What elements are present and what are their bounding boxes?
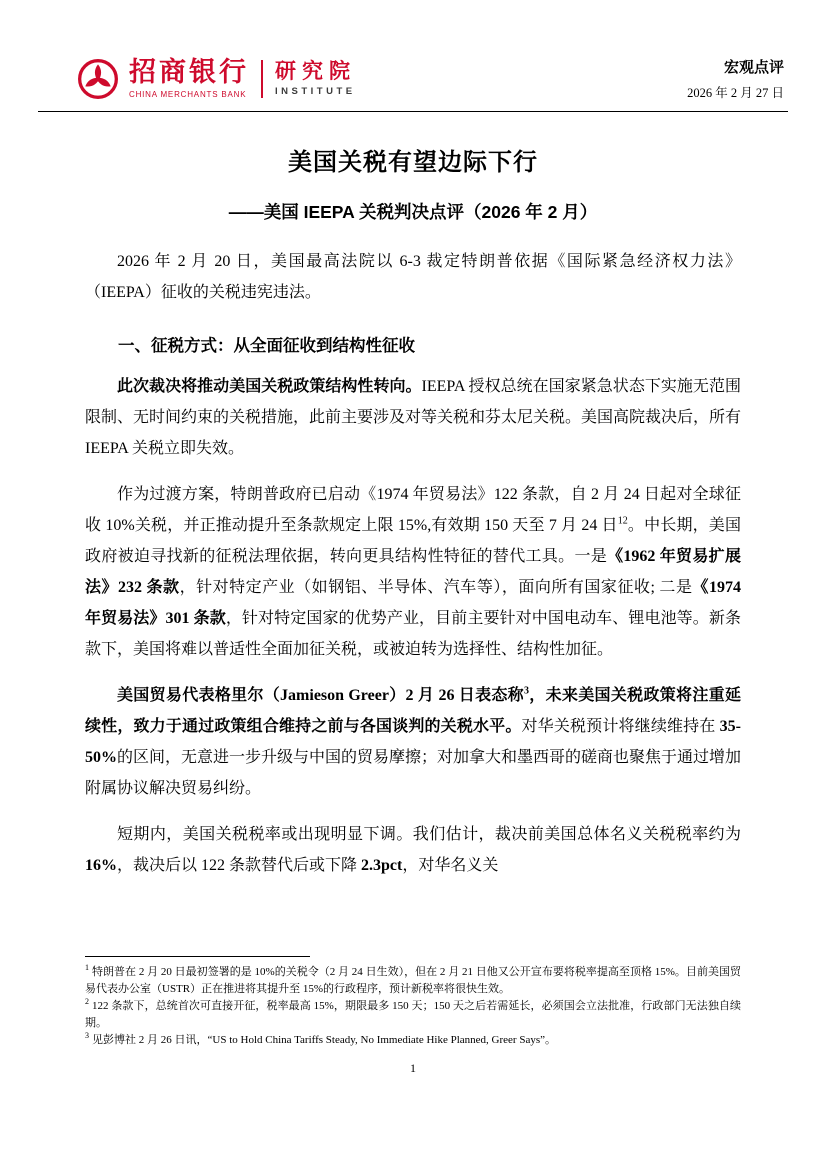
text-run-bold: 此次裁决将推动美国关税政策结构性转向。 — [117, 378, 422, 395]
text-run: 的区间，无意进一步升级与中国的贸易摩擦；对加拿大和墨西哥的磋商也聚焦于通过增加附属协议解决贸易纠纷。 — [85, 749, 742, 797]
paragraph-2 — [85, 371, 741, 464]
text-run-bold: ，未来美国关税政策将注重延续性，致力于通过政策组合维持之前与各国谈判的关税水平。 — [85, 687, 741, 735]
text-run-bold: 16% — [85, 857, 117, 874]
text-run: IEEPA 授权总统在国家紧急状态下实施无范围限制、无时间约束的关税措施，此前主要涉及对等关税和芬太尼关税。美国高院裁决后，所有 IEEPA 关税立即失效。 — [85, 378, 742, 457]
footnote-text: 见彭博社 2 月 26 日讯，“US to Hold China Tariffs Steady, No Immediate Hike Planned, Greer Says”。 — [92, 1034, 557, 1046]
section-heading-1: 一、征税方式：从全面征收到结构性征收 — [118, 337, 415, 355]
footnote-number: 1 — [85, 963, 89, 973]
logo-divider — [261, 60, 263, 98]
text-run: ，针对特定产业（如钢铝、半导体、汽车等），面向所有国家征收; 二是 — [179, 579, 693, 596]
report-title: 美国关税有望边际下行 — [288, 149, 538, 176]
paragraph-5 — [85, 819, 741, 881]
bank-name-cn: 招商银行 — [129, 57, 249, 88]
footnote-text: 特朗普在 2 月 20 日最初签署的是 10%的关税令（2 月 24 日生效），但在 2 月 21 日他又公开宣布要将税率提高至顶格 15%。目前美国贸易代表办公室（USTR）正在推进将其提升至 15%的行政程序，预计新税率将很快生效。 — [85, 966, 741, 995]
report-footer — [85, 956, 741, 1076]
text-run-bold: 35-50% — [85, 718, 741, 766]
footnote-2 — [85, 998, 741, 1032]
institute-name-block — [275, 60, 356, 97]
footnote-text: 122 条款下，总统首次可直接开征，税率最高 15%，期限最多 150 天；150 天之后若需延长，必须国会立法批准，行政部门无法独自续期。 — [85, 1000, 741, 1029]
report-subtitle: ——美国 IEEPA 关税判决点评（2026 年 2 月） — [228, 202, 598, 222]
footnote-ref-1-2: 12 — [617, 515, 628, 527]
bank-name-block — [129, 58, 249, 98]
paragraph-3 — [85, 479, 741, 665]
footnote-ref-3: 3 — [524, 685, 529, 697]
text-run-bold: 美国贸易代表格里尔（Jamieson Greer）2 月 26 日表态称 — [117, 687, 524, 704]
report-type-label: 宏观点评 — [723, 59, 784, 76]
text-run: 2026 年 2 月 20 日，美国最高法院以 6-3 裁定特朗普依据《国际紧急经济权力法》（IEEPA）征收的关税违宪违法。 — [85, 253, 741, 301]
header-divider — [38, 111, 788, 112]
paragraph-4 — [85, 680, 741, 804]
header-meta — [687, 56, 784, 101]
page-number: 1 — [410, 1061, 416, 1075]
institute-name-en: INSTITUTE — [275, 86, 356, 98]
bank-name-en: CHINA MERCHANTS BANK — [129, 89, 247, 99]
report-date: 2026 年 2 月 27 日 — [687, 86, 784, 100]
report-body — [85, 142, 741, 881]
text-run: 。中长期，美国政府被迫寻找新的征税法理依据，转向更具结构性特征的替代工具。一是 — [85, 517, 741, 565]
cmb-logo — [76, 57, 356, 101]
institute-name-cn: 研究院 — [275, 59, 356, 83]
footnote-number: 3 — [85, 1031, 89, 1041]
text-run: ，对华名义关 — [402, 857, 499, 874]
text-run-bold: 《1974 年贸易法》301 条款 — [85, 579, 741, 627]
cmb-emblem-icon — [76, 57, 120, 101]
report-header — [38, 56, 788, 112]
text-run-bold: 《1962 年贸易扩展法》232 条款 — [85, 548, 741, 596]
paragraph-1 — [85, 246, 741, 308]
text-run: ，针对特定国家的优势产业，目前主要针对中国电动车、锂电池等。新条款下，美国将难以普适性全面加征关税，或被迫转为选择性、结构性加征。 — [85, 610, 741, 658]
text-run: ，裁决后以 122 条款替代后或下降 — [117, 857, 362, 874]
text-run: 作为过渡方案，特朗普政府已启动《1974 年贸易法》122 条款，自 2 月 24 日起对全球征收 10%关税，并正推动提升至条款规定上限 15%,有效期 150 天至 7 月 24 日 — [85, 486, 741, 534]
text-run: 对华关税预计将继续维持在 — [521, 718, 720, 735]
footnote-divider — [85, 956, 310, 957]
footnote-number: 2 — [85, 997, 89, 1007]
text-run: 短期内，美国关税税率或出现明显下调。我们估计，裁决前美国总体名义关税税率约为 — [117, 826, 741, 843]
footnote-1 — [85, 964, 741, 998]
text-run-bold: 2.3pct — [361, 857, 403, 874]
footnote-3 — [85, 1032, 741, 1049]
